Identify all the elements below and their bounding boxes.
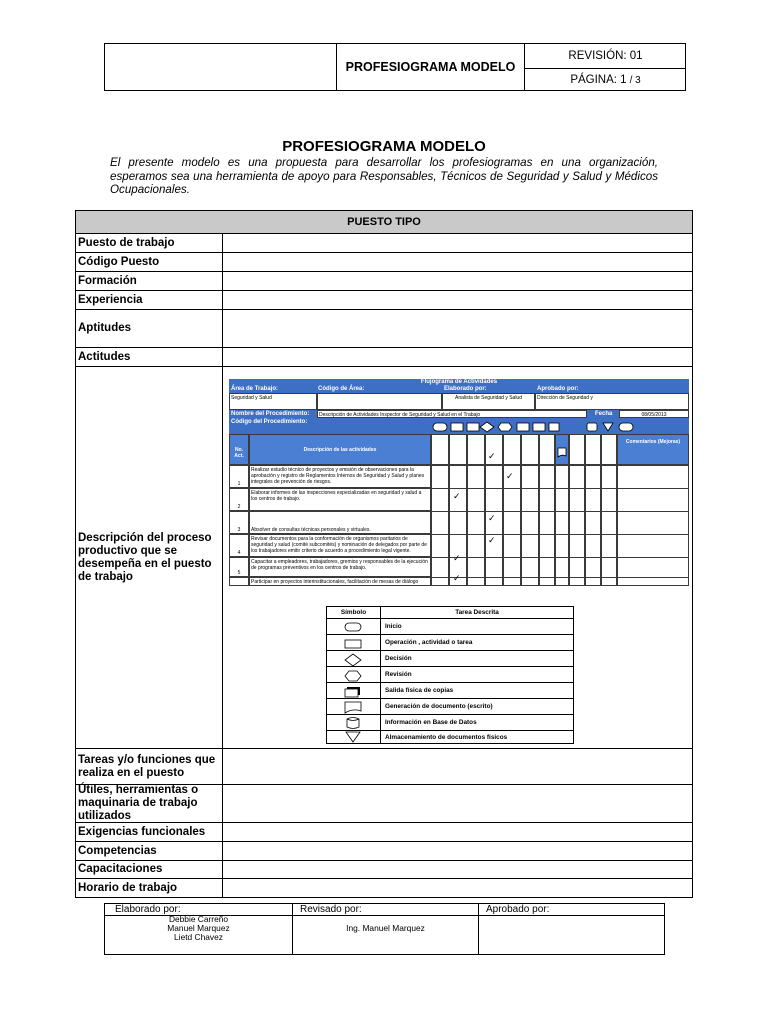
start-icon <box>344 622 364 636</box>
activity-text: Absolver de consultas técnicas personales y virtuales. <box>249 511 431 534</box>
table-row: Descripción del proceso productivo que se desempeña en el puesto de trabajo <box>76 367 692 749</box>
table-row: Útiles, herramientas o maquinaria de trabajo utilizados <box>76 785 692 823</box>
check-mark: ✓ <box>453 553 461 563</box>
table-heading: PUESTO TIPO <box>76 211 692 234</box>
legend-header: Símbolo Tarea Descrita <box>327 607 573 619</box>
copies-icon <box>344 686 364 700</box>
flow-symbol-strip <box>429 421 659 433</box>
table-row: Tareas y/o funciones que realiza en el puesto <box>76 749 692 785</box>
flow-area-value: Seguridad y Salud <box>229 393 317 410</box>
page-number: PÁGINA: 1 / 3 <box>570 74 641 86</box>
flow-proc-desc: Descripción de Actividades Inspector de Seguridad y Salud en el Trabajo <box>317 410 587 418</box>
flow-no-act: No. Act. <box>229 434 249 465</box>
revisado-name: Ing. Manuel Marquez <box>346 923 425 933</box>
header-title: PROFESIOGRAMA MODELO <box>345 60 516 74</box>
review-icon <box>344 669 364 683</box>
flow-aprob-value: Dirección de Seguridad y <box>535 393 689 410</box>
table-row: Puesto de trabajo <box>76 234 692 253</box>
flow-header-bar: Área de Trabajo: Código de Área: Elaborado por: Aprobado por: <box>229 386 689 393</box>
check-mark: ✓ <box>506 471 514 481</box>
flow-desc-header: Descripción de las actividades <box>249 434 431 465</box>
activity-text: Realizar estudio técnico de proyectos y emisión de observaciones para la aprobación y registro de Reglamentos Internos de Seguridad y Salud y planes integrales de prevención de riesgos. <box>249 465 431 488</box>
legend-row: Generación de documento (escrito) <box>327 699 573 715</box>
elaborado-label: Elaborado por: <box>115 904 181 915</box>
activity-text: Capacitar a empleadores, trabajadores, gremios y responsables de la ejecución de programas preventivos en los centros de trabajo. <box>249 557 431 577</box>
aprobado-label: Aprobado por: <box>486 904 550 915</box>
activity-text: Revisar documentos para la conformación de organismos paritarios de seguridad y salud (comité subcomités) y nominación de delegados por parte de los trabajadores emitir criterio de acuerdo a procedimiento legal vigente. <box>249 534 431 557</box>
table-row: Exigencias funcionales <box>76 823 692 842</box>
decision-icon <box>344 653 364 667</box>
intro-paragraph: El presente modelo es una propuesta para desarrollar los profesiogramas en una organización, esperamos sea una herramienta de apoyo para Responsables, Técnicos de Seguridad y Salud y Médicos Ocupacionales. <box>110 156 658 196</box>
flow-proc-bar: Nombre del Procedimiento: Fecha <box>229 410 689 418</box>
activity-text: Elaborar informes de las inspecciones especializadas en seguridad y salud a los centros de trabajo. <box>249 488 431 511</box>
flow-date: 08/05/2013 <box>619 410 689 418</box>
legend-row: Revisión <box>327 667 573 683</box>
legend-row: Operación , actividad o tarea <box>327 635 573 651</box>
document-header <box>104 43 686 91</box>
document-title: PROFESIOGRAMA MODELO <box>282 138 486 155</box>
table-row: Horario de trabajo <box>76 879 692 898</box>
database-icon <box>344 716 364 730</box>
table-row: Formación <box>76 272 692 291</box>
elaborado-names: Debbie Carreño Manuel Marquez Lietd Chavez <box>167 914 230 942</box>
flow-comments-header: Comentarios (Mejoras) <box>617 434 689 465</box>
symbol-legend <box>326 606 574 744</box>
flow-title: Flujograma de Actividades <box>229 379 689 386</box>
document-icon <box>344 701 364 715</box>
storage-icon <box>344 731 364 743</box>
activity-text: Participar en proyectos interinstitucionales, facilitación de mesas de diálogo <box>249 577 431 586</box>
signature-table <box>104 903 665 955</box>
check-mark: ✓ <box>488 513 496 523</box>
flow-diagram: Flujograma de Actividades Área de Trabajo: Código de Área: Elaborado por: Aprobado por: Seguridad y Salud Analista de Seguridad y Salud Dirección de Seguridad y Nombre del Procedimiento: Fecha Descripción de Actividades Inspector de Seguridad y Salud en el Trabajo 08/05/2013 Código del Procedimiento: No. Act. Descripción de las actividades Comentarios (Mejoras) ✓ 1 Realizar estudio técnico de proyectos y emisión de observaciones para la aprobación y registro de Reglamentos Internos de Seguridad y Salud y planes integrales de prevención de riesgos. 2 Elaborar informes de las inspecciones especializadas en seguridad y salud a los centros de trabajo. 3 Absolver de consultas técnicas personales y virtuales. 4 Revisar documentos para la conformación de organismos paritarios de seguridad y salud (comité subcomités) y nominación de delegados por parte de los trabajadores emitir criterio de acuerdo a procedimiento legal vigente. 5 Capacitar a empleadores, trabajadores, gremios y responsables de la ejecución de programas preventivos en los centros de trabajo. Participar en proyectos interinstitucionales, facilitación de mesas de diálogo ✓ ✓ ✓ ✓ ✓ ✓ <box>229 379 689 586</box>
flow-code-value <box>317 393 442 410</box>
legend-row: Inicio <box>327 619 573 635</box>
table-row: Competencias <box>76 842 692 861</box>
table-row: Actitudes <box>76 348 692 367</box>
table-row: Experiencia <box>76 291 692 310</box>
check-mark: ✓ <box>453 573 461 583</box>
flow-elab-value: Analista de Seguridad y Salud <box>442 393 535 410</box>
table-row: Aptitudes <box>76 310 692 348</box>
flow-code-bar: Código del Procedimiento: <box>229 418 689 434</box>
table-row: Capacitaciones <box>76 861 692 879</box>
table-row: Código Puesto <box>76 253 692 272</box>
check-mark: ✓ <box>488 451 496 461</box>
check-mark: ✓ <box>488 535 496 545</box>
legend-row: Información en Base de Datos <box>327 715 573 731</box>
revisado-label: Revisado por: <box>300 904 362 915</box>
check-mark: ✓ <box>453 491 461 501</box>
document-icon <box>557 447 567 459</box>
legend-row: Almacenamiento de documentos físicos <box>327 731 573 743</box>
legend-row: Decisión <box>327 651 573 667</box>
revision-label: REVISIÓN: 01 <box>568 50 643 62</box>
legend-row: Salida física de copias <box>327 683 573 699</box>
